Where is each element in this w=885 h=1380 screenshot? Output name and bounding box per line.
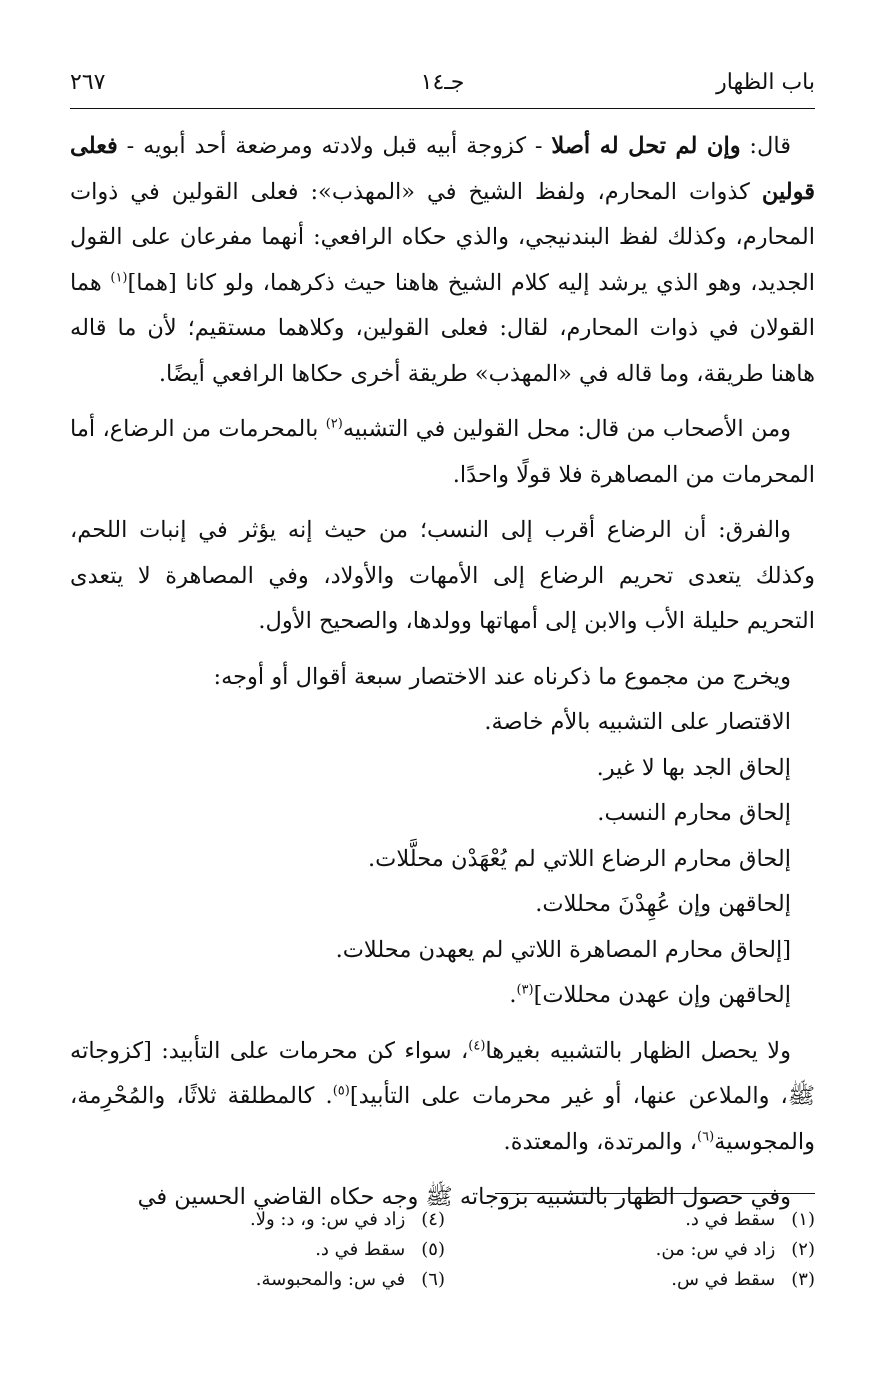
paragraph-1 xyxy=(70,124,815,397)
text-run: . xyxy=(509,982,517,1008)
footnote-ref-2[interactable]: (٢) xyxy=(325,416,343,432)
footnote-4: (٤) زاد في س: و، د: ولا. xyxy=(250,1209,445,1230)
footnote-ref-5[interactable]: (٥) xyxy=(332,1083,350,1099)
matn-phrase: فعلى قولين xyxy=(70,133,815,205)
list-item xyxy=(70,973,815,1019)
paragraph-2 xyxy=(70,407,815,498)
footnote-3: (٣) سقط في س. xyxy=(671,1269,815,1290)
list-item: إلحاق محارم الرضاع اللاتي لم يُعْهَدْن محلَّلات. xyxy=(368,845,791,872)
footnotes-column-right xyxy=(485,1205,815,1295)
text-run: بالمحرمات من الرضاع، أما المحرمات من المصاهرة فلا قولًا واحدًا. xyxy=(70,416,815,488)
list-item: [إلحاق محارم المصاهرة اللاتي لم يعهدن محللات. xyxy=(335,936,791,963)
text-run: ومن الأصحاب من قال: محل القولين في التشبيه xyxy=(342,416,792,442)
list-item: إلحاق الجد بها لا غير. xyxy=(596,754,791,781)
list-item: إلحاق محارم النسب. xyxy=(597,800,791,826)
footnote-5: (٥) سقط في د. xyxy=(315,1239,445,1260)
page-number: ٢٦٧ xyxy=(70,70,106,95)
main-text xyxy=(70,124,815,1221)
running-header xyxy=(70,70,815,106)
header-divider xyxy=(70,108,815,109)
footnotes-column-left xyxy=(115,1205,445,1295)
footnote-ref-3[interactable]: (٣) xyxy=(516,982,534,998)
list-intro: ويخرج من مجموع ما ذكرناه عند الاختصار سبعة أقوال أو أوجه: xyxy=(213,663,791,690)
text-run: كذوات المحارم، ولفظ الشيخ في «المهذب»: فعلى القولين في ذوات المحارم، وكذلك لفظ البندنيجي، والذي حكاه الرافعي: أنهما مفرعان على القول الجديد، وهو الذي يرشد إليه كلام الشيخ هاهنا حيث ذكرهما، ولو كانا [هما] xyxy=(70,178,815,296)
volume-label: جـ١٤ xyxy=(420,70,465,95)
chapter-title: باب الظهار xyxy=(716,70,815,95)
text-run: ، والمرتدة، والمعتدة. xyxy=(503,1128,698,1155)
text-run: ، سواء كن محرمات على التأبيد: [كزوجاته ﷺ، والملاعن عنها، أو غير محرمات على التأبيد] xyxy=(70,1037,815,1109)
footnote-1: (١) سقط في د. xyxy=(685,1209,815,1230)
footnotes-divider xyxy=(495,1193,815,1194)
footnote-ref-4[interactable]: (٤) xyxy=(468,1038,486,1053)
list-item: الاقتصار على التشبيه بالأم خاصة. xyxy=(484,709,791,735)
paragraph-4 xyxy=(70,1029,815,1166)
list-item: إلحاقهن وإن عُهِدْنَ محللات. xyxy=(535,891,791,917)
text-run: - كزوجة أبيه قبل ولادته ومرضعة أحد أبويه - xyxy=(117,133,552,159)
text-run: هما القولان في ذوات المحارم، لقال: فعلى القولين، وكلاهما مستقيم؛ لأن ما قاله هاهنا طريقة، وما قاله في «المهذب» طريقة أخرى حكاها الرافعي أيضًا. xyxy=(70,269,815,387)
text-run: إلحاقهن وإن عهدن محللات] xyxy=(533,982,791,1008)
footnote-2: (٢) زاد في س: من. xyxy=(655,1239,815,1260)
footnote-ref-1[interactable]: (١) xyxy=(110,270,128,285)
paragraph-3: والفرق: أن الرضاع أقرب إلى النسب؛ من حيث إنه يؤثر في إنبات اللحم، وكذلك يتعدى تحريم الرضاع إلى الأمهات والأولاد، وفي المصاهرة لا يتعدى التحريم حليلة الأب والابن إلى أمهاتها وولدها، والصحيح الأول. xyxy=(70,517,815,634)
footnote-ref-6[interactable]: (٦) xyxy=(697,1129,715,1144)
text-run: قال: xyxy=(740,133,791,159)
matn-phrase: وإن لم تحل له أصلا xyxy=(551,133,741,159)
text-run: . كالمطلقة ثلاثًا، والمُحْرِمة، والمجوسية xyxy=(70,1083,815,1155)
text-run: ولا يحصل الظهار بالتشبيه بغيرها xyxy=(485,1037,791,1064)
footnote-6: (٦) في س: والمحبوسة. xyxy=(255,1269,445,1290)
paragraph-5: وفي حصول الظهار بالتشبيه بزوجاته ﷺ وجه حكاه القاضي الحسين في xyxy=(137,1184,791,1210)
